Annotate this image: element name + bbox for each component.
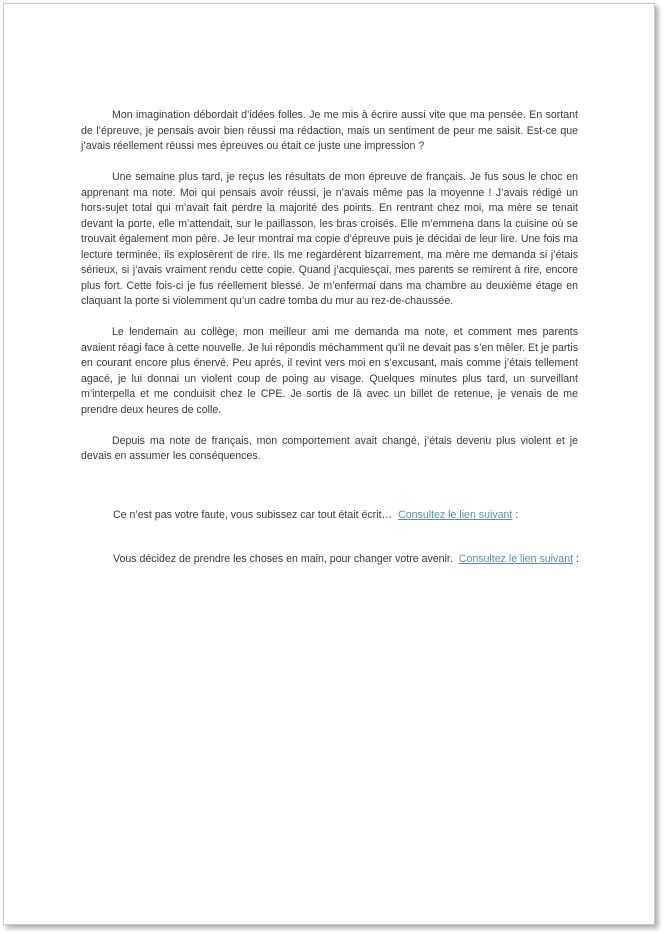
story-body (81, 108, 578, 480)
choice-control-colon: : (576, 553, 579, 565)
choice-fate-colon: : (515, 509, 519, 521)
choice-control (113, 552, 579, 568)
paragraph-conclusion: Depuis ma note de français, mon comportement avait changé, j’étais devenu plus violent et je devais en assumer les conséquences. (81, 434, 578, 462)
choice-fate (113, 508, 518, 524)
paragraph-college: Le lendemain au collège, mon meilleur ami me demanda ma note, et comment mes parents avaient réagi face à cette nouvelle. Je lui répondis méchamment qu’il ne devait pas s’en mêler. Et je partis en courant encore plus énervé. Peu après, il revint vers moi en s’excusant, mais comme j’étais tellement agacé, je lui donnai un violent coup de poing au visage. Quelques minutes plus tard, un surveillant m’interpella et me conduisit chez le CPE. Je sortis de là avec un billet de retenue, je venais de me prendre deux heures de colle. (81, 326, 579, 416)
paragraph-results: Une semaine plus tard, je reçus les résultats de mon épreuve de français. Je fus sous le choc en apprenant ma note. Moi qui pensais avoir réussi, je n’avais même pas la moyenne ! J’avais rédigé un hors-sujet total qui m’avait fait perdre la majorité des points. En rentrant chez moi, ma mère se tenait devant la porte, elle m’attendait, sur le paillasson, les bras croisés. Elle m’emmena dans la cuisine où se trouvait également mon père. Je leur montrai ma copie d’épreuve puis je décidai de leur lire. Une fois ma lecture terminée, ils explosèrent de rire. Ils me regardèrent bizarrement, ma mère me demanda si j’étais sérieux, si j’avais vraiment rendu cette copie. Quand j’acquiesçai, mes parents se remirent à rire, encore plus fort. Cette fois-ci je fus réellement blessé. Je m’enfermai dans ma chambre au deuxième étage en claquant la porte si violemment qu’un cadre tomba du mur au rez-de-chaussée. (81, 171, 578, 307)
choice-fate-link[interactable]: Consultez le lien suivant (398, 509, 513, 521)
paragraph-imagination: Mon imagination débordait d’idées folles. Je me mis à écrire aussi vite que ma pensée. En sortant de l’épreuve, je pensais avoir bien réussi ma rédaction, mais un sentiment de peur me saisit. Est-ce que j’avais réellement réussi mes épreuves ou était ce juste une impression ? (81, 109, 578, 152)
choice-control-link[interactable]: Consultez le lien suivant (458, 553, 574, 565)
choice-control-text: Vous décidez de prendre les choses en main, pour changer votre avenir. (113, 553, 453, 565)
choice-fate-text: Ce n’est pas votre faute, vous subissez car tout était écrit… (113, 509, 393, 521)
